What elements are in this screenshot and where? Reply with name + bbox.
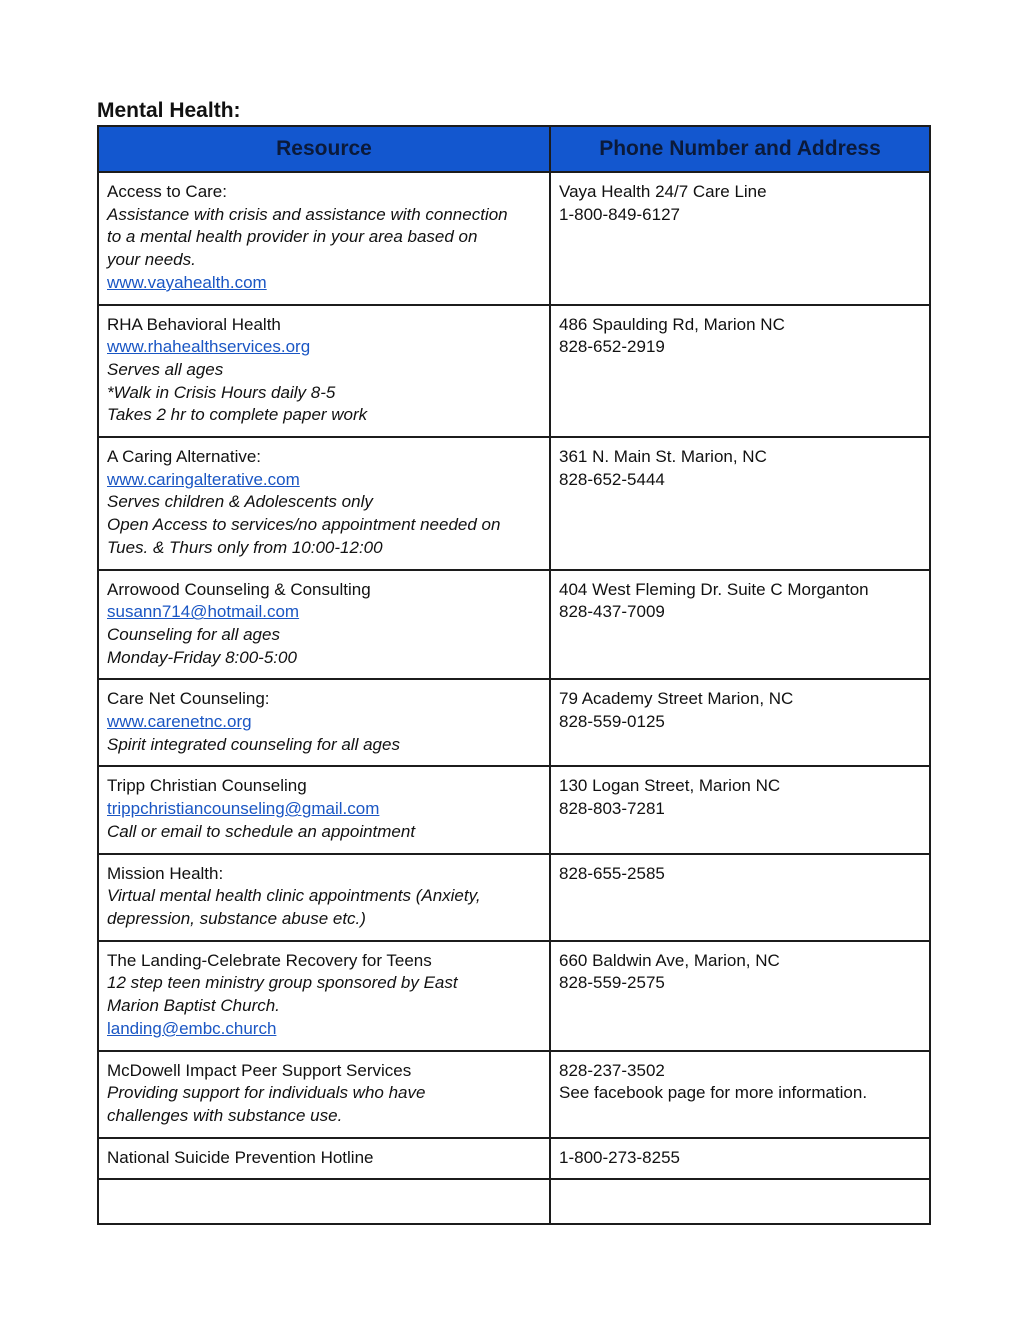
resource-cell [98, 172, 550, 305]
resource-name: RHA Behavioral Health [107, 314, 281, 334]
resource-cell [98, 854, 550, 941]
resource-description: Takes 2 hr to complete paper work [107, 405, 368, 425]
table-row [98, 679, 930, 766]
resource-name: McDowell Impact Peer Support Services [107, 1060, 412, 1080]
resource-description: Assistance with crisis and assistance with connection [107, 204, 508, 224]
resource-email-link[interactable]: landing@embc.church [107, 1018, 277, 1038]
address: 486 Spaulding Rd, Marion NC [559, 314, 785, 334]
table-row [98, 1138, 930, 1180]
contact-cell [550, 766, 930, 853]
resource-name: Mission Health: [107, 863, 224, 883]
resources-table [97, 125, 931, 1225]
resource-description: Tues. & Thurs only from 10:00-12:00 [107, 537, 383, 557]
phone-number: 828-652-5444 [559, 469, 665, 489]
resource-description: Counseling for all ages [107, 624, 280, 644]
resource-name: National Suicide Prevention Hotline [107, 1147, 374, 1167]
resource-link[interactable]: www.vayahealth.com [107, 272, 267, 292]
table-row [98, 172, 930, 305]
phone-number: 1-800-849-6127 [559, 204, 680, 224]
table-row [98, 941, 930, 1051]
address: 130 Logan Street, Marion NC [559, 776, 781, 796]
resource-description: Open Access to services/no appointment needed on [107, 515, 501, 535]
resource-cell [98, 941, 550, 1051]
resource-name: Access to Care: [107, 182, 227, 201]
table-row [98, 305, 930, 438]
contact-cell [550, 437, 930, 570]
resource-name: Care Net Counseling: [107, 689, 270, 709]
phone-number: 828-803-7281 [559, 799, 665, 819]
resource-link[interactable]: www.caringalterative.com [107, 469, 300, 489]
contact-note: See facebook page for more information. [559, 1083, 868, 1103]
contact-cell [550, 679, 930, 766]
table-row [98, 1051, 930, 1138]
phone-number: 828-652-2919 [559, 337, 665, 357]
resource-link[interactable]: www.carenetnc.org [107, 712, 252, 732]
phone-number: 828-437-7009 [559, 602, 665, 622]
column-header-resource: Resource [98, 126, 550, 172]
resource-description: your needs. [107, 250, 196, 270]
phone-number: 828-559-2575 [559, 973, 665, 993]
resource-name: A Caring Alternative: [107, 447, 262, 467]
contact-line: Vaya Health 24/7 Care Line [559, 182, 767, 201]
resource-cell [98, 1051, 550, 1138]
resource-cell [98, 679, 550, 766]
phone-number: 828-655-2585 [559, 863, 665, 883]
resource-cell [98, 570, 550, 680]
resource-description: Serves all ages [107, 359, 224, 379]
empty-cell [98, 1179, 550, 1224]
table-row [98, 766, 930, 853]
resource-cell [98, 437, 550, 570]
phone-number: 828-559-0125 [559, 712, 665, 732]
empty-cell [550, 1179, 930, 1224]
resource-email-link[interactable]: susann714@hotmail.com [107, 602, 300, 622]
resource-link[interactable]: www.rhahealthservices.org [107, 337, 311, 357]
table-row [98, 570, 930, 680]
table-row [98, 854, 930, 941]
resource-description: Spirit integrated counseling for all ages [107, 734, 400, 754]
empty-table-row [98, 1179, 930, 1224]
address: 660 Baldwin Ave, Marion, NC [559, 950, 780, 970]
contact-cell [550, 1051, 930, 1138]
resource-description: Monday-Friday 8:00-5:00 [107, 647, 297, 667]
page-title: Mental Health: [97, 99, 241, 122]
resource-description: Marion Baptist Church. [107, 996, 280, 1016]
contact-cell [550, 570, 930, 680]
contact-cell [550, 1138, 930, 1180]
resource-email-link[interactable]: trippchristiancounseling@gmail.com [107, 799, 380, 819]
resource-name: Tripp Christian Counseling [107, 776, 307, 796]
table-row [98, 437, 930, 570]
address: 361 N. Main St. Marion, NC [559, 447, 767, 467]
resource-description: depression, substance abuse etc.) [107, 908, 366, 928]
resource-description: challenges with substance use. [107, 1105, 343, 1125]
resource-description: to a mental health provider in your area based on [107, 227, 478, 247]
contact-cell [550, 854, 930, 941]
phone-number: 1-800-273-8255 [559, 1147, 680, 1167]
contact-cell [550, 172, 930, 305]
contact-cell [550, 941, 930, 1051]
address: 79 Academy Street Marion, NC [559, 689, 794, 709]
address: 404 West Fleming Dr. Suite C Morganton [559, 579, 869, 599]
resource-description: Serves children & Adolescents only [107, 492, 373, 512]
resource-name: Arrowood Counseling & Consulting [107, 579, 371, 599]
contact-cell [550, 305, 930, 438]
column-header-contact: Phone Number and Address [550, 126, 930, 172]
resource-name: The Landing-Celebrate Recovery for Teens [107, 950, 432, 970]
resource-description: 12 step teen ministry group sponsored by East [107, 973, 458, 993]
resource-description: Virtual mental health clinic appointments (Anxiety, [107, 886, 481, 906]
resource-cell [98, 766, 550, 853]
phone-number: 828-237-3502 [559, 1060, 665, 1080]
resource-description: *Walk in Crisis Hours daily 8-5 [107, 382, 336, 402]
table-header-row [98, 126, 930, 172]
resource-cell [98, 1138, 550, 1180]
resource-description: Call or email to schedule an appointment [107, 821, 416, 841]
resource-description: Providing support for individuals who have [107, 1083, 426, 1103]
resource-cell [98, 305, 550, 438]
